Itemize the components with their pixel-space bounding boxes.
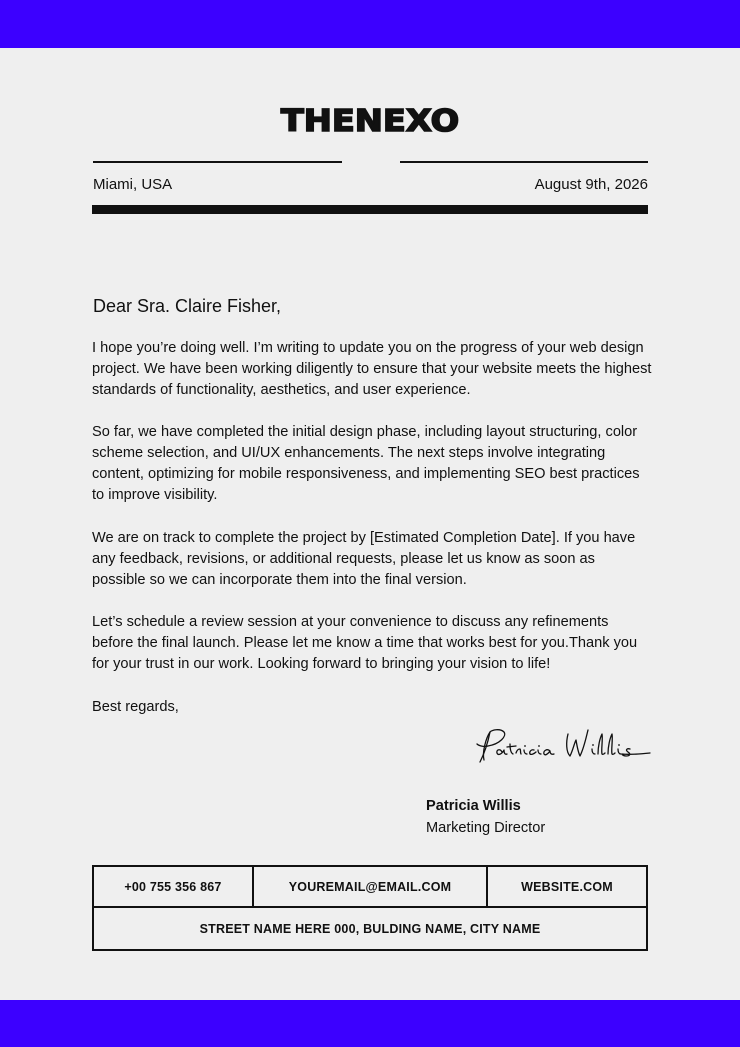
signer-title: Marketing Director — [426, 820, 546, 836]
letter-closing: Best regards, — [92, 699, 179, 715]
company-logo: THENEXO — [280, 104, 460, 139]
letter-paragraph: So far, we have completed the initial design phase, including layout structuring, color scheme selection, and UI/UX enhancements. The next steps involve integrating content, optimizing for mobile responsiveness, and implementing SEO best practices to improve visibility. — [92, 424, 640, 503]
letter-paragraph: I hope you’re doing well. I’m writing to update you on the progress of your web design project. We have been working diligently to ensure that your website meets the highest standards of functionality, aesthetics, and user experience. — [92, 340, 652, 398]
header-thick-divider — [92, 205, 648, 214]
header-divider-left — [93, 161, 342, 163]
letter-greeting: Dear Sra. Claire Fisher, — [93, 296, 282, 316]
handwritten-signature — [470, 722, 660, 772]
letter-location: Miami, USA — [93, 176, 173, 193]
contact-phone: +00 755 356 867 — [94, 867, 254, 906]
contact-address: STREET NAME HERE 000, BULDING NAME, CITY NAME — [199, 921, 541, 936]
contact-info-row — [94, 867, 646, 908]
signer-name: Patricia Willis — [426, 798, 521, 814]
letter-date: August 9th, 2026 — [534, 176, 648, 193]
letter-paragraph: We are on track to complete the project by [Estimated Completion Date]. If you have any feedback, revisions, or additional requests, please let us know as soon as possible so we can incorporate them into the final version. — [92, 530, 636, 588]
contact-info-box — [92, 865, 648, 951]
top-accent-band — [0, 0, 740, 48]
bottom-accent-band — [0, 1000, 740, 1047]
header-divider-right — [400, 161, 648, 163]
contact-website[interactable]: WEBSITE.COM — [521, 879, 613, 894]
contact-email[interactable]: YOUREMAIL@EMAIL.COM — [254, 867, 488, 906]
letter-paragraph: Let’s schedule a review session at your convenience to discuss any refinements before the final launch. Please let me know a time that works best for you.Thank you for your trust in our work. Looking forward to bringing your vision to life! — [92, 614, 638, 672]
